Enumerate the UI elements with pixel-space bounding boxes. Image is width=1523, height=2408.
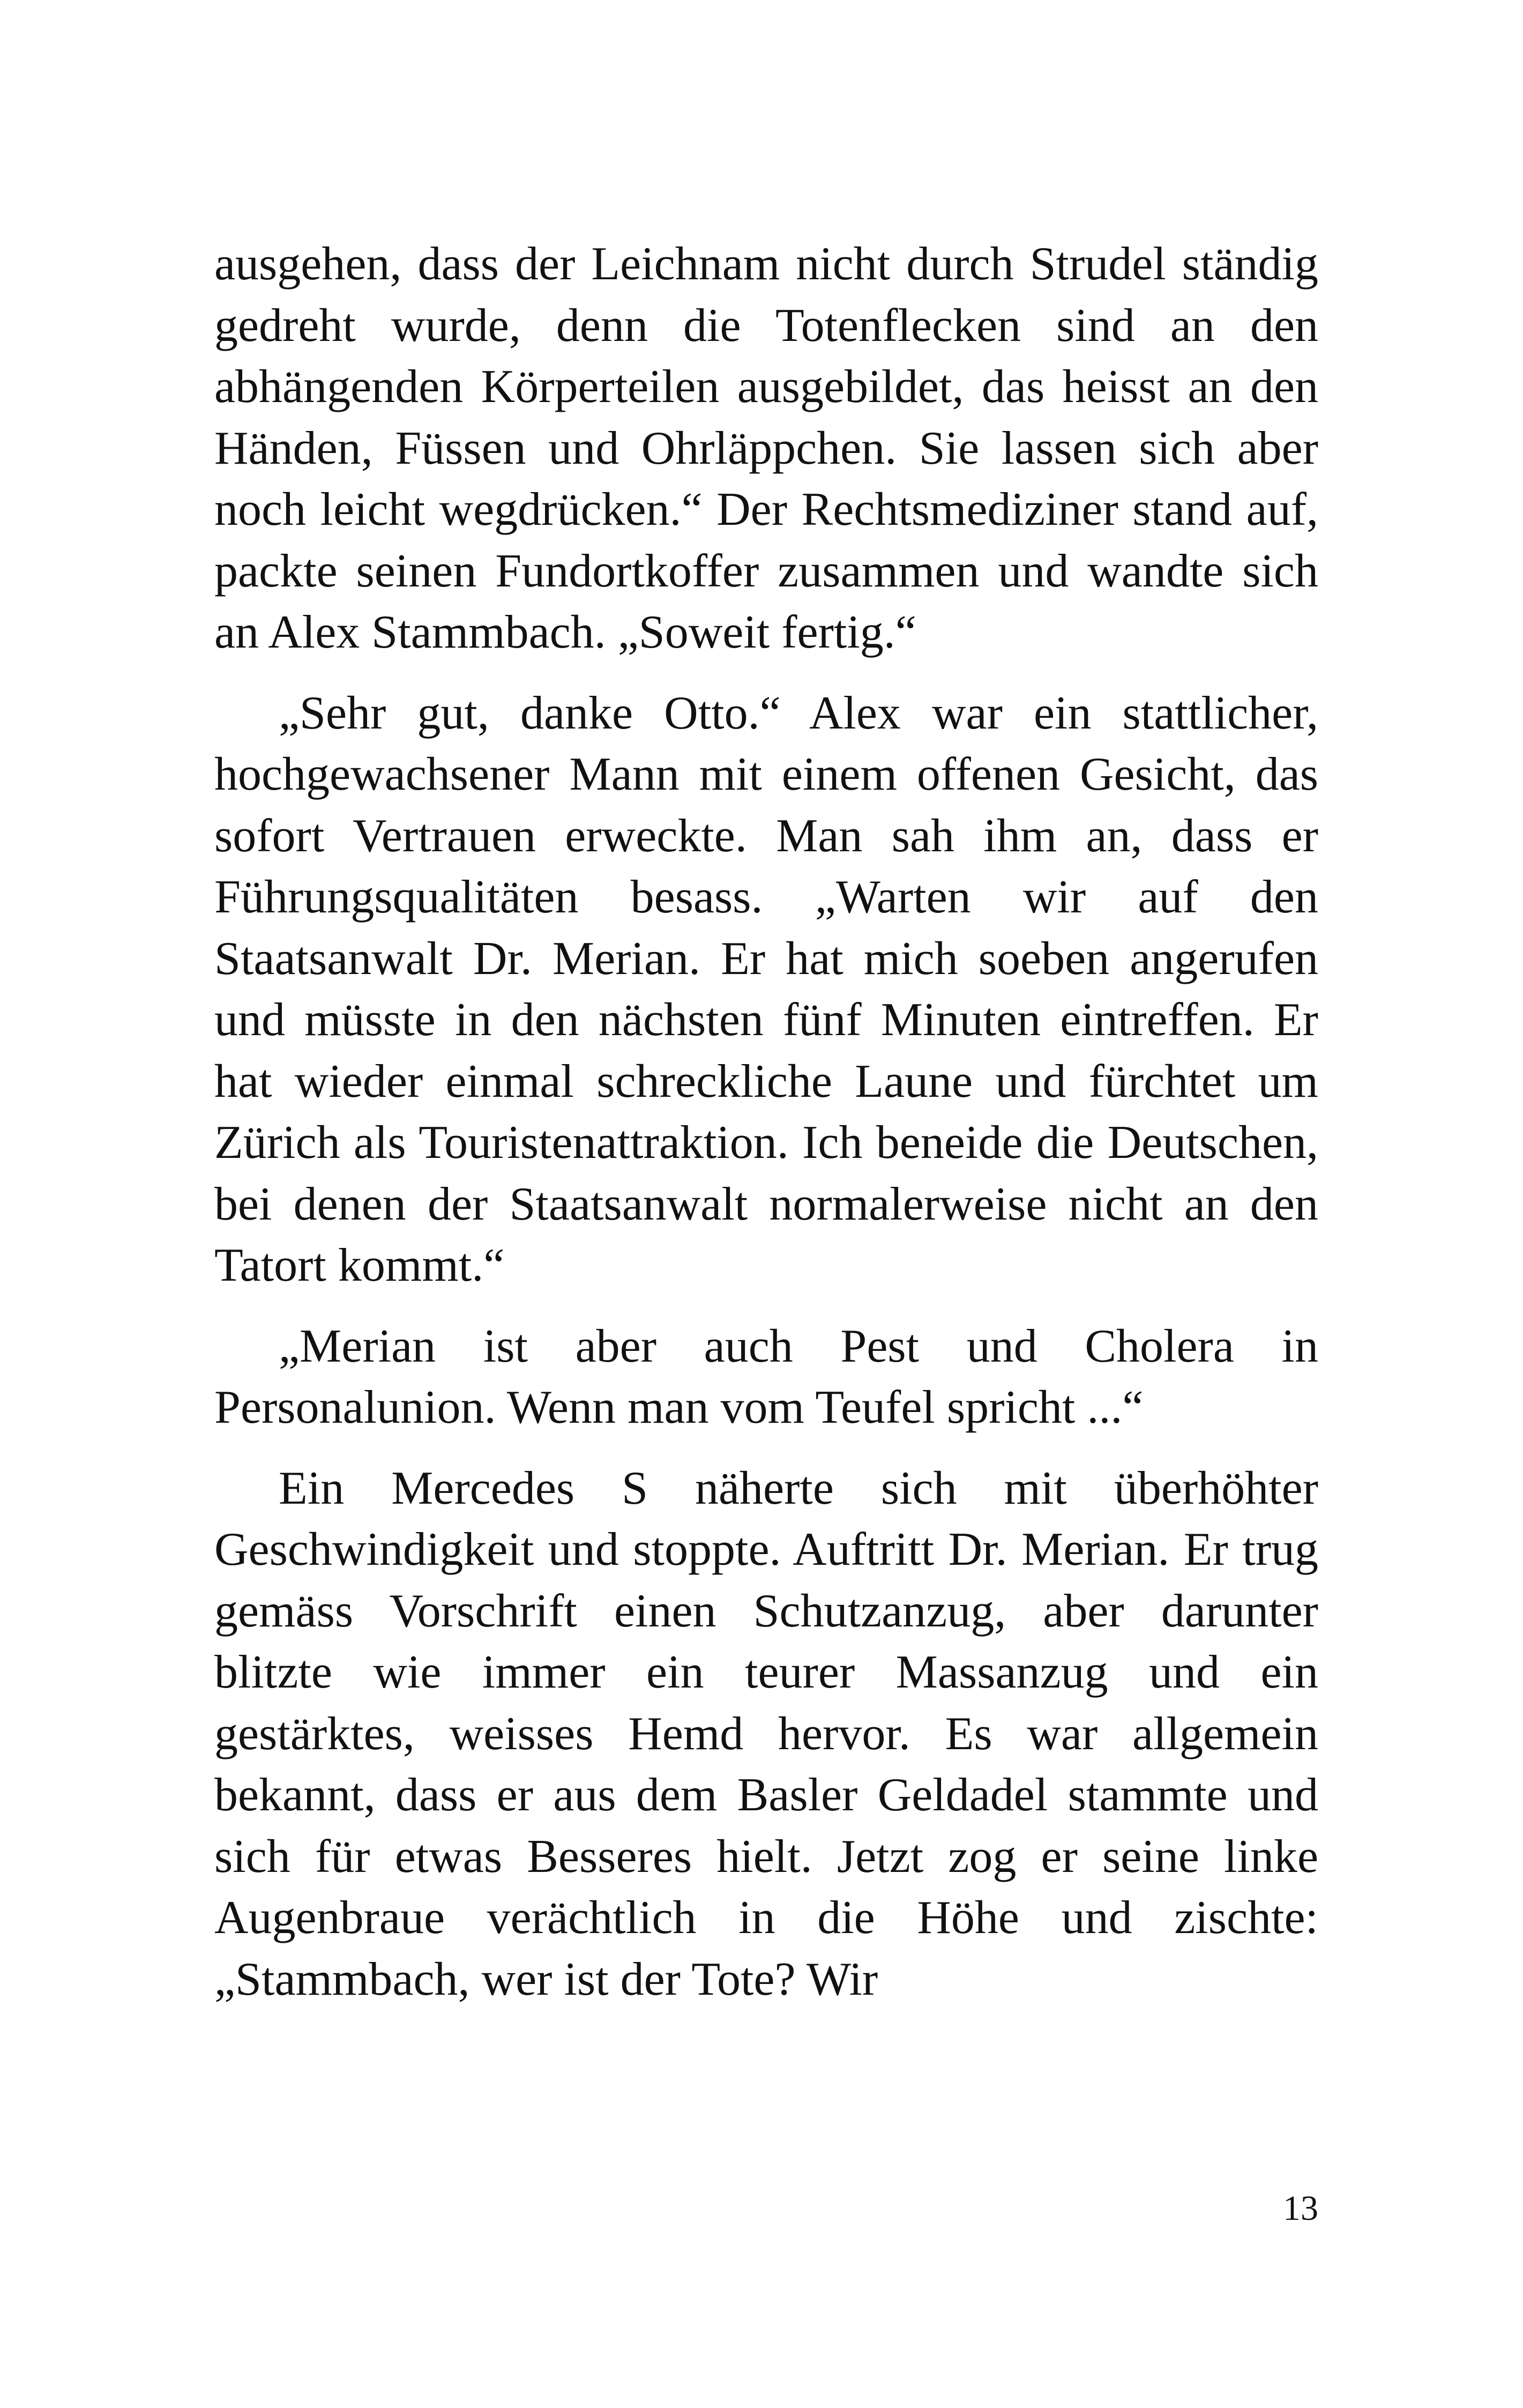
page-number: 13: [1283, 2189, 1318, 2228]
body-text: [214, 234, 1318, 2010]
paragraph-merian-remark: „Merian ist aber auch Pest und Cholera in Personalunion. Wenn man vom Teufel spricht ...“: [214, 1320, 1318, 1433]
paragraph-continued: ausgehen, dass der Leichnam nicht durch Strudel ständig gedreht wurde, denn die Totenflecken sind an den abhängenden Körperteilen ausgebildet, das heisst an den Händen, Füssen und Ohrläppchen. Sie lassen sich aber noch leicht wegdrücken.“ Der Rechtsmediziner stand auf, packte seinen Fundortkoffer zusammen und wandte sich an Alex Stammbach. „Soweit fertig.“: [214, 238, 1318, 658]
paragraph-mercedes-arrival: Ein Mercedes S näherte sich mit überhöhter Geschwindigkeit und stoppte. Auftritt Dr. Merian. Er trug gemäss Vorschrift einen Schutzanzug, aber darunter blitzte wie immer ein teurer Massanzug und ein gestärktes, weisses Hemd hervor. Es war allgemein bekannt, dass er aus dem Basler Geldadel stammte und sich für etwas Besseres hielt. Jetzt zog er seine linke Augenbraue verächtlich in die Höhe und zischte: „Stammbach, wer ist der Tote? Wir: [214, 1462, 1318, 2005]
paragraph-alex-dialogue: „Sehr gut, danke Otto.“ Alex war ein stattlicher, hochgewachsener Mann mit einem offenen Gesicht, das sofort Vertrauen erweckte. Man sah ihm an, dass er Führungsqualitäten besass. „Warten wir auf den Staatsanwalt Dr. Merian. Er hat mich soeben angerufen und müsste in den nächsten fünf Minuten eintreffen. Er hat wieder einmal schreckliche Laune und fürchtet um Zürich als Touristenattraktion. Ich beneide die Deutschen, bei denen der Staatsanwalt normalerweise nicht an den Tatort kommt.“: [214, 687, 1318, 1291]
